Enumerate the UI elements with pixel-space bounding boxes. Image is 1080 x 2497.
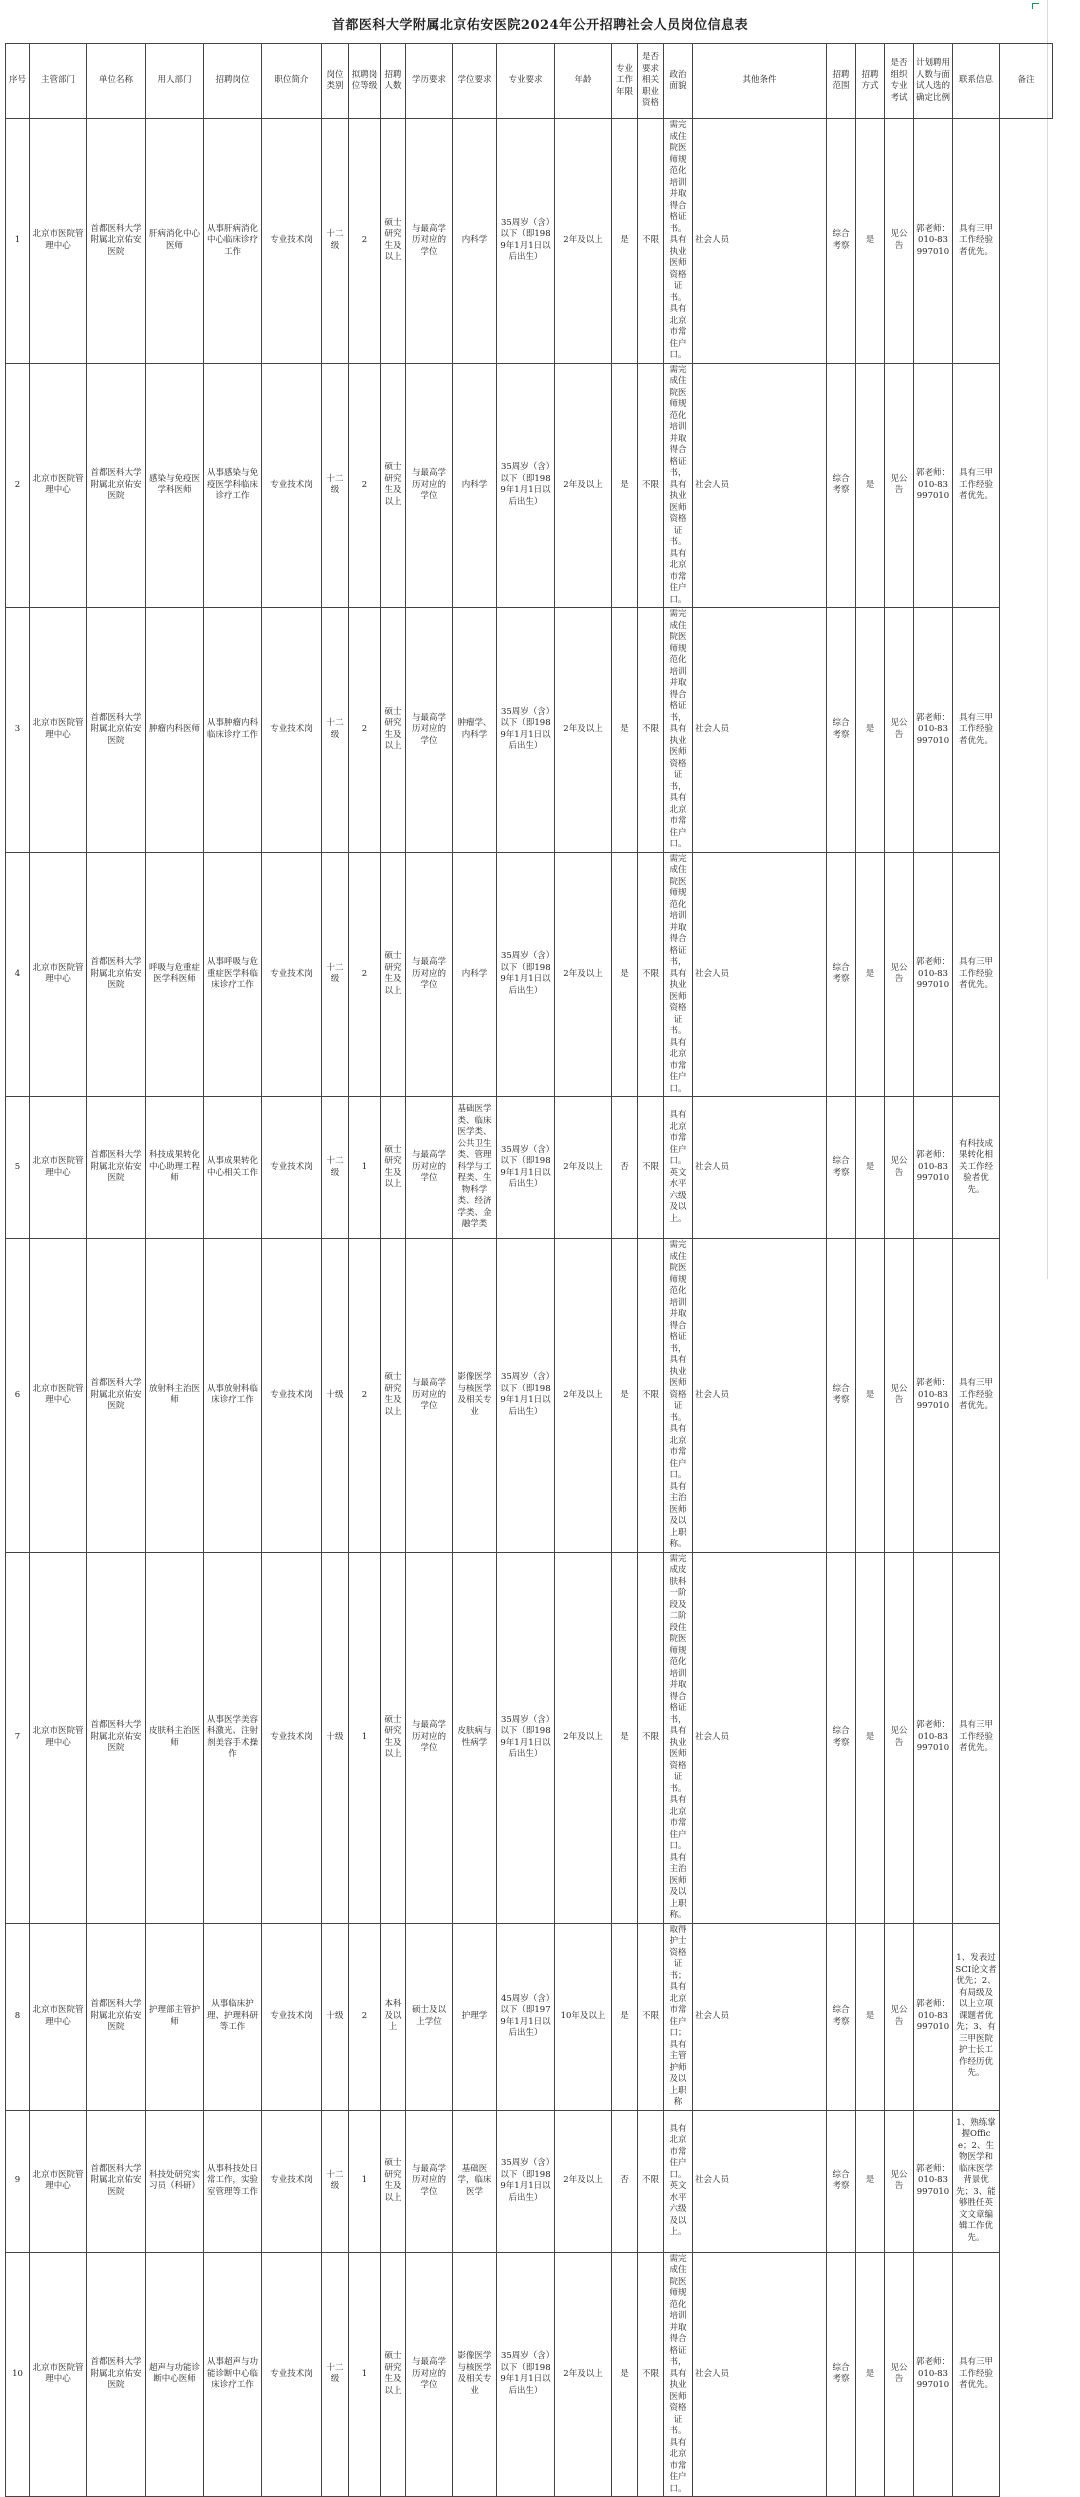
table-cell: 十二级 [322, 852, 349, 1097]
table-cell: 综合考察 [827, 119, 856, 364]
table-cell: 社会人员 [693, 1239, 827, 1553]
table-cell: 1 [349, 2252, 381, 2497]
table-cell: 2年及以上 [555, 1552, 612, 1923]
table-cell: 取得护士资格证书；具有北京市常住户口；具有主管护师及以上职称 [664, 1923, 693, 2110]
table-cell: 感染与免疫医学科医师 [146, 363, 204, 608]
table-cell: 北京市医院管理中心 [30, 1097, 87, 1239]
table-cell: 是 [612, 608, 638, 853]
table-row [6, 1097, 1053, 1239]
table-cell: 首都医科大学附属北京佑安医院 [87, 608, 146, 853]
table-cell: 不限 [638, 1097, 664, 1239]
column-header: 年龄 [555, 44, 612, 119]
table-cell: 北京市医院管理中心 [30, 1923, 87, 2110]
column-header: 招聘范围 [827, 44, 856, 119]
column-header: 序号 [6, 44, 30, 119]
table-cell: 社会人员 [693, 608, 827, 853]
table-cell: 从事超声与功能诊断中心临床诊疗工作 [204, 2252, 262, 2497]
table-cell: 从事肿瘤内科临床诊疗工作 [204, 608, 262, 853]
table-cell: 科技处研究实习员（科研） [146, 2110, 204, 2252]
table-cell: 10年及以上 [555, 1923, 612, 2110]
table-cell: 基础医学，临床医学 [453, 2110, 497, 2252]
table-cell: 6 [6, 1239, 30, 1553]
table-cell: 首都医科大学附属北京佑安医院 [87, 1552, 146, 1923]
table-cell: 45周岁（含）以下（即1979年1月1日以后出生） [497, 1923, 555, 2110]
table-cell: 十二级 [322, 363, 349, 608]
table-cell: 35周岁（含）以下（即1989年1月1日以后出生） [497, 2252, 555, 2497]
table-cell: 专业技术岗 [262, 852, 322, 1097]
table-cell: 需完成住院医师规范化培训并取得合格证书，具有执业医师资格证书。具有北京市常住户口。 [664, 363, 693, 608]
table-row [6, 1552, 1053, 1923]
table-cell: 硕士研究生及以上 [381, 608, 406, 853]
table-cell: 具有北京市常住户口。英文水平六级及以上。 [664, 2110, 693, 2252]
table-cell: 首都医科大学附属北京佑安医院 [87, 1923, 146, 2110]
table-cell: 综合考察 [827, 1923, 856, 2110]
table-cell: 是 [856, 1923, 885, 2110]
table-cell: 皮肤病与性病学 [453, 1552, 497, 1923]
table-row [6, 608, 1053, 853]
table-cell: 不限 [638, 119, 664, 364]
table-row [6, 119, 1053, 364]
table-cell: 首都医科大学附属北京佑安医院 [87, 119, 146, 364]
table-cell: 否 [612, 2110, 638, 2252]
column-header: 学历要求 [406, 44, 453, 119]
table-cell: 郭老师：010-83997010 [914, 1097, 953, 1239]
table-cell: 具有三甲工作经验者优先。 [953, 363, 1000, 608]
table-cell: 首都医科大学附属北京佑安医院 [87, 1097, 146, 1239]
table-cell: 郭老师：010-83997010 [914, 2110, 953, 2252]
table-cell: 是 [856, 363, 885, 608]
table-cell: 2年及以上 [555, 2252, 612, 2497]
table-cell: 郭老师：010-83997010 [914, 2252, 953, 2497]
column-header: 招聘方式 [856, 44, 885, 119]
table-cell: 是 [856, 1552, 885, 1923]
table-cell: 综合考察 [827, 852, 856, 1097]
table-row [6, 363, 1053, 608]
table-cell: 是 [856, 852, 885, 1097]
corner-mark [1032, 3, 1039, 9]
table-cell: 从事放射科临床诊疗工作 [204, 1239, 262, 1553]
table-cell: 是 [612, 852, 638, 1097]
table-cell: 本科及以上 [381, 1923, 406, 2110]
table-cell: 内科学 [453, 119, 497, 364]
table-row [6, 1239, 1053, 1553]
table-cell: 见公告 [885, 2252, 914, 2497]
table-cell: 是 [612, 1923, 638, 2110]
column-header: 单位名称 [87, 44, 146, 119]
table-cell: 郭老师：010-83997010 [914, 608, 953, 853]
header-row [6, 44, 1053, 119]
table-cell: 综合考察 [827, 608, 856, 853]
table-cell: 专业技术岗 [262, 363, 322, 608]
table-cell: 十二级 [322, 608, 349, 853]
table-cell: 郭老师：010-83997010 [914, 1552, 953, 1923]
table-cell: 需完成住院医师规范化培训并取得合格证书，具有执业医师资格证书。具有北京市常住户口。具有主治医师及以上职称。 [664, 1239, 693, 1553]
table-cell: 不限 [638, 608, 664, 853]
table-cell: 2 [349, 1239, 381, 1553]
table-cell: 与最高学历对应的学位 [406, 608, 453, 853]
table-cell: 影像医学与核医学及相关专业 [453, 2252, 497, 2497]
table-cell: 35周岁（含）以下（即1989年1月1日以后出生） [497, 852, 555, 1097]
table-cell: 肝病消化中心医师 [146, 119, 204, 364]
table-cell: 需完成住院医师规范化培训并取得合格证书，具有执业医师资格证书。具有北京市常住户口。 [664, 852, 693, 1097]
table-cell: 综合考察 [827, 1097, 856, 1239]
job-info-table [5, 43, 1053, 2497]
table-cell: 需完成住院医师规范化培训并取得合格证书，具有执业医师资格证书。具有北京市常住户口。 [664, 2252, 693, 2497]
table-cell: 不限 [638, 1552, 664, 1923]
table-cell: 从事呼吸与危重症医学科临床诊疗工作 [204, 852, 262, 1097]
table-cell: 与最高学历对应的学位 [406, 1239, 453, 1553]
table-cell: 2 [349, 363, 381, 608]
table-cell: 社会人员 [693, 2252, 827, 2497]
table-cell: 放射科主治医师 [146, 1239, 204, 1553]
column-header: 政治面貌 [664, 44, 693, 119]
table-cell: 从事医学美容科激光、注射剂美容手术操作 [204, 1552, 262, 1923]
column-header: 职位简介 [262, 44, 322, 119]
table-cell: 35周岁（含）以下（即1989年1月1日以后出生） [497, 363, 555, 608]
table-cell: 综合考察 [827, 2110, 856, 2252]
table-cell: 与最高学历对应的学位 [406, 1097, 453, 1239]
table-cell: 硕士及以上学位 [406, 1923, 453, 2110]
column-header: 招聘岗位 [204, 44, 262, 119]
table-body [6, 119, 1053, 2497]
table-cell: 2 [349, 608, 381, 853]
table-cell: 硕士研究生及以上 [381, 119, 406, 364]
table-cell: 北京市医院管理中心 [30, 1552, 87, 1923]
table-cell: 见公告 [885, 608, 914, 853]
table-cell: 十二级 [322, 119, 349, 364]
table-cell: 是 [856, 1097, 885, 1239]
column-header: 是否要求相关职业资格 [638, 44, 664, 119]
table-cell: 2 [6, 363, 30, 608]
table-cell: 皮肤科主治医师 [146, 1552, 204, 1923]
table-cell: 2年及以上 [555, 363, 612, 608]
table-cell: 1 [6, 119, 30, 364]
table-cell: 2年及以上 [555, 608, 612, 853]
table-cell: 社会人员 [693, 1097, 827, 1239]
column-header: 拟聘岗位等级 [349, 44, 381, 119]
table-cell: 是 [612, 1239, 638, 1553]
table-cell: 北京市医院管理中心 [30, 2252, 87, 2497]
column-header: 其他条件 [693, 44, 827, 119]
table-cell: 见公告 [885, 1923, 914, 2110]
table-cell: 2年及以上 [555, 2110, 612, 2252]
table-cell: 是 [856, 1239, 885, 1553]
table-cell: 专业技术岗 [262, 1923, 322, 2110]
table-cell: 不限 [638, 1923, 664, 2110]
table-cell: 1、熟练掌握Office；2、生物医学和临床医学背景优先；3、能够胜任英文文章编辑工作优先。 [953, 2110, 1000, 2252]
table-cell: 与最高学历对应的学位 [406, 1552, 453, 1923]
table-cell: 肿瘤内科医师 [146, 608, 204, 853]
table-cell: 具有三甲工作经验者优先。 [953, 1552, 1000, 1923]
table-cell: 1 [349, 2110, 381, 2252]
table-cell: 社会人员 [693, 119, 827, 364]
table-cell: 社会人员 [693, 1923, 827, 2110]
table-cell: 需完成住院医师规范化培训并取得合格证书，具有执业医师资格证书，具有北京市常住户口。 [664, 608, 693, 853]
table-cell: 专业技术岗 [262, 2110, 322, 2252]
table-cell: 郭老师：010-83997010 [914, 1239, 953, 1553]
table-cell: 35周岁（含）以下（即1989年1月1日以后出生） [497, 2110, 555, 2252]
table-cell: 见公告 [885, 1552, 914, 1923]
table-cell: 硕士研究生及以上 [381, 1097, 406, 1239]
table-cell: 社会人员 [693, 2110, 827, 2252]
table-cell: 首都医科大学附属北京佑安医院 [87, 2110, 146, 2252]
table-cell: 专业技术岗 [262, 608, 322, 853]
table-cell: 护理部主管护师 [146, 1923, 204, 2110]
table-row [6, 2110, 1053, 2252]
table-cell: 2年及以上 [555, 119, 612, 364]
column-header: 岗位类别 [322, 44, 349, 119]
table-cell: 硕士研究生及以上 [381, 2110, 406, 2252]
table-row [6, 852, 1053, 1097]
table-cell: 专业技术岗 [262, 1552, 322, 1923]
table-cell: 综合考察 [827, 1552, 856, 1923]
table-cell: 社会人员 [693, 1552, 827, 1923]
page-title: 首都医科大学附属北京佑安医院2024年公开招聘社会人员岗位信息表 [331, 18, 749, 33]
column-header: 用人部门 [146, 44, 204, 119]
table-cell: 北京市医院管理中心 [30, 119, 87, 364]
table-cell: 是 [856, 119, 885, 364]
table-cell: 从事肝病消化中心临床诊疗工作 [204, 119, 262, 364]
table-cell: 与最高学历对应的学位 [406, 2110, 453, 2252]
table-cell: 需完成皮肤科一阶段及二阶段住院医师规范化培训并取得合格证书，具有执业医师资格证书。具有北京市常住户口。具有主治医师及以上职称。 [664, 1552, 693, 1923]
table-cell: 综合考察 [827, 2252, 856, 2497]
table-cell: 7 [6, 1552, 30, 1923]
table-cell: 与最高学历对应的学位 [406, 119, 453, 364]
table-cell: 科技成果转化中心助理工程师 [146, 1097, 204, 1239]
table-cell: 10 [6, 2252, 30, 2497]
table-cell: 是 [612, 363, 638, 608]
table-cell: 见公告 [885, 2110, 914, 2252]
table-cell: 具有三甲工作经验者优先。 [953, 852, 1000, 1097]
table-cell: 具有北京市常住户口。英文水平六级及以上。 [664, 1097, 693, 1239]
table-cell: 专业技术岗 [262, 1097, 322, 1239]
table-cell: 9 [6, 2110, 30, 2252]
table-cell: 内科学 [453, 363, 497, 608]
table-cell: 是 [612, 2252, 638, 2497]
table-cell: 郭老师：010-83997010 [914, 119, 953, 364]
table-cell: 硕士研究生及以上 [381, 363, 406, 608]
table-cell: 4 [6, 852, 30, 1097]
table-cell: 社会人员 [693, 363, 827, 608]
table-cell: 1 [349, 1552, 381, 1923]
column-header: 主管部门 [30, 44, 87, 119]
column-header: 学位要求 [453, 44, 497, 119]
table-cell: 基础医学类、临床医学类、公共卫生类、管理科学与工程类、生物科学类、经济学类、金融学类 [453, 1097, 497, 1239]
table-cell: 首都医科大学附属北京佑安医院 [87, 1239, 146, 1553]
table-cell: 从事科技处日常工作，实验室管理等工作 [204, 2110, 262, 2252]
table-row [6, 1923, 1053, 2110]
table-cell: 见公告 [885, 852, 914, 1097]
column-header: 专业工作年限 [612, 44, 638, 119]
table-cell: 专业技术岗 [262, 119, 322, 364]
column-header: 招聘人数 [381, 44, 406, 119]
table-cell: 专业技术岗 [262, 1239, 322, 1553]
table-cell: 硕士研究生及以上 [381, 2252, 406, 2497]
table-cell: 与最高学历对应的学位 [406, 852, 453, 1097]
table-cell: 十级 [322, 1239, 349, 1553]
table-cell: 与最高学历对应的学位 [406, 363, 453, 608]
table-cell: 35周岁（含）以下（即1989年1月1日以后出生） [497, 119, 555, 364]
table-cell: 3 [6, 608, 30, 853]
table-cell: 见公告 [885, 119, 914, 364]
column-header: 联系信息 [953, 44, 1000, 119]
table-cell: 5 [6, 1097, 30, 1239]
table-cell: 硕士研究生及以上 [381, 852, 406, 1097]
column-header: 计划聘用人数与面试人选的确定比例 [914, 44, 953, 119]
table-cell: 十二级 [322, 2252, 349, 2497]
table-cell: 首都医科大学附属北京佑安医院 [87, 363, 146, 608]
table-cell: 具有三甲工作经验者优先。 [953, 608, 1000, 853]
column-header: 是否组织专业考试 [885, 44, 914, 119]
table-cell: 1、发表过SCI论文者优先；2、有局级及以上立项课题者优先；3、有三甲医院护士长工作经历优先。 [953, 1923, 1000, 2110]
table-cell: 35周岁（含）以下（即1989年1月1日以后出生） [497, 1097, 555, 1239]
column-header: 专业要求 [497, 44, 555, 119]
table-cell: 2年及以上 [555, 1097, 612, 1239]
table-cell: 护理学 [453, 1923, 497, 2110]
table-cell: 8 [6, 1923, 30, 2110]
table-cell: 专业技术岗 [262, 2252, 322, 2497]
table-cell: 有科技成果转化相关工作经验者优先。 [953, 1097, 1000, 1239]
table-cell: 需完成住院医师规范化培训并取得合格证书。具有执业医师资格证书。具有北京市常住户口。 [664, 119, 693, 364]
table-cell: 硕士研究生及以上 [381, 1239, 406, 1553]
table-cell: 见公告 [885, 1097, 914, 1239]
table-cell: 不限 [638, 1239, 664, 1553]
table-cell: 十二级 [322, 2110, 349, 2252]
table-cell: 十级 [322, 1923, 349, 2110]
table-cell: 不限 [638, 2252, 664, 2497]
table-cell: 是 [856, 2110, 885, 2252]
table-cell: 郭老师：010-83997010 [914, 363, 953, 608]
table-cell: 1 [349, 1097, 381, 1239]
table-cell: 硕士研究生及以上 [381, 1552, 406, 1923]
table-cell: 从事成果转化中心相关工作 [204, 1097, 262, 1239]
table-cell: 35周岁（含）以下（即1989年1月1日以后出生） [497, 608, 555, 853]
table-cell: 不限 [638, 363, 664, 608]
table-cell: 十级 [322, 1552, 349, 1923]
table-cell: 2 [349, 1923, 381, 2110]
table-cell: 具有三甲工作经验者优先。 [953, 1239, 1000, 1553]
table-cell: 十二级 [322, 1097, 349, 1239]
table-cell: 首都医科大学附属北京佑安医院 [87, 2252, 146, 2497]
table-cell: 2年及以上 [555, 1239, 612, 1553]
table-cell: 是 [856, 608, 885, 853]
table-cell: 肿瘤学、内科学 [453, 608, 497, 853]
table-cell: 内科学 [453, 852, 497, 1097]
table-cell: 北京市医院管理中心 [30, 363, 87, 608]
table-cell: 见公告 [885, 1239, 914, 1553]
table-cell: 超声与功能诊断中心医师 [146, 2252, 204, 2497]
table-cell: 不限 [638, 852, 664, 1097]
table-cell: 北京市医院管理中心 [30, 2110, 87, 2252]
table-cell: 具有三甲工作经验者优先。 [953, 2252, 1000, 2497]
table-row [6, 2252, 1053, 2497]
column-header: 备注 [1000, 44, 1053, 119]
table-cell: 郭老师：010-83997010 [914, 852, 953, 1097]
table-cell: 2 [349, 852, 381, 1097]
table-cell: 35周岁（含）以下（即1989年1月1日以后出生） [497, 1239, 555, 1553]
table-cell: 影像医学与核医学及相关专业 [453, 1239, 497, 1553]
table-cell: 见公告 [885, 363, 914, 608]
table-cell: 具有三甲工作经验者优先。 [953, 119, 1000, 364]
table-cell: 首都医科大学附属北京佑安医院 [87, 852, 146, 1097]
table-cell: 否 [612, 1097, 638, 1239]
table-cell: 35周岁（含）以下（即1989年1月1日以后出生） [497, 1552, 555, 1923]
table-cell: 呼吸与危重症医学科医师 [146, 852, 204, 1097]
table-cell: 与最高学历对应的学位 [406, 2252, 453, 2497]
table-cell: 是 [612, 119, 638, 364]
table-cell: 社会人员 [693, 852, 827, 1097]
table-cell: 北京市医院管理中心 [30, 1239, 87, 1553]
table-cell: 郭老师：010-83997010 [914, 1923, 953, 2110]
table-cell: 从事临床护理、护理科研等工作 [204, 1923, 262, 2110]
table-cell: 从事感染与免疫医学科临床诊疗工作 [204, 363, 262, 608]
table-cell: 综合考察 [827, 1239, 856, 1553]
table-cell: 是 [612, 1552, 638, 1923]
table-cell: 2 [349, 119, 381, 364]
table-cell: 综合考察 [827, 363, 856, 608]
table-cell: 北京市医院管理中心 [30, 608, 87, 853]
table-cell: 不限 [638, 2110, 664, 2252]
table-cell: 2年及以上 [555, 852, 612, 1097]
table-cell: 是 [856, 2252, 885, 2497]
table-cell: 北京市医院管理中心 [30, 852, 87, 1097]
